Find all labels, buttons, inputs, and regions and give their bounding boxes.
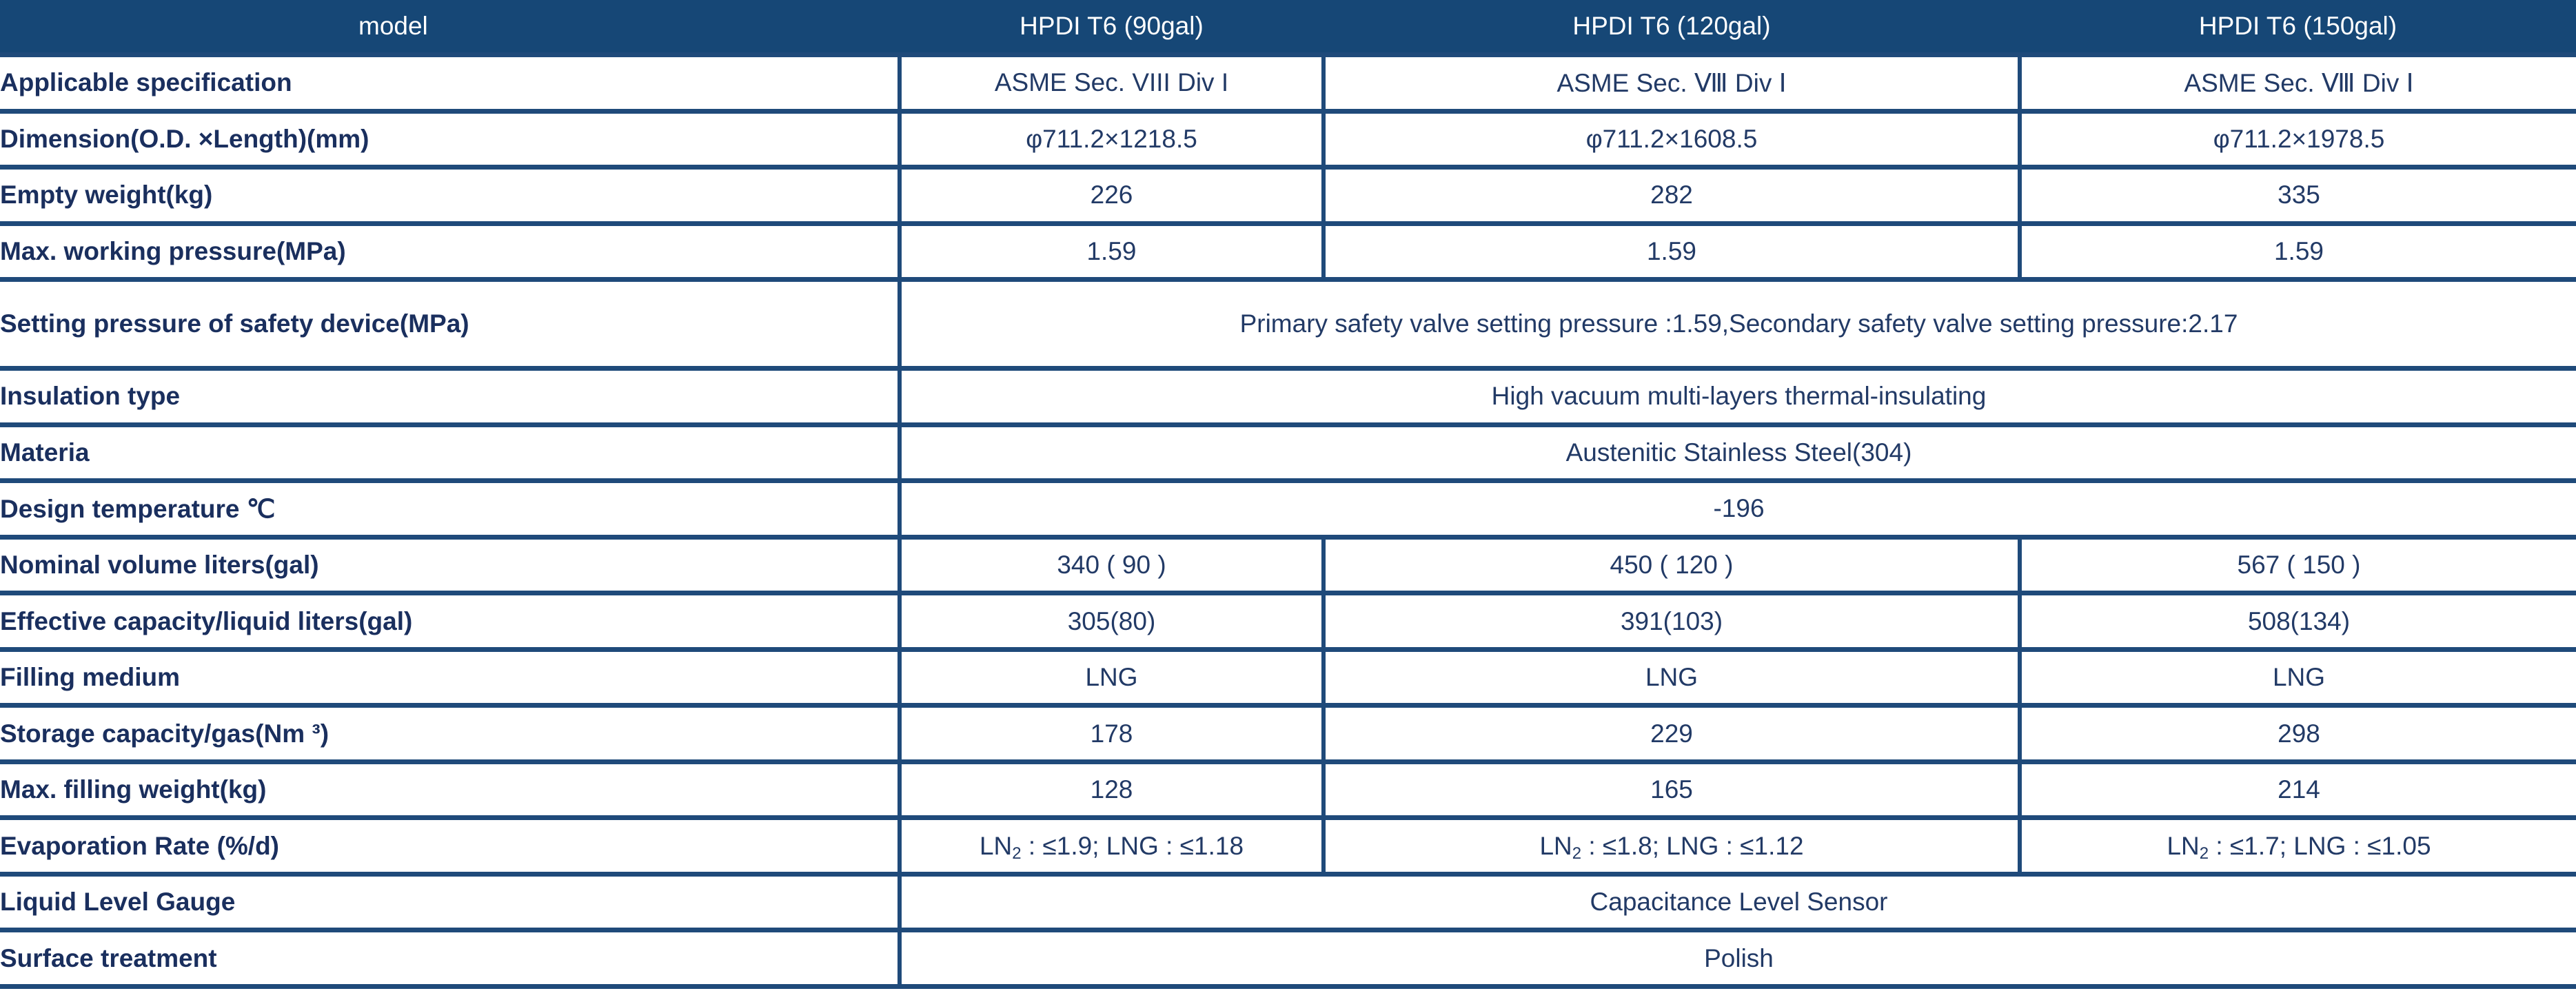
cell-120gal: 229 (1324, 706, 2020, 762)
evap-subscript: 2 (1012, 843, 1022, 863)
cell-90gal: 1.59 (900, 223, 1324, 280)
cell-120gal: 450 ( 120 ) (1324, 537, 2020, 593)
cell-150gal: 335 (2020, 167, 2576, 224)
table-row (0, 537, 2576, 593)
cell-150gal: φ711.2×1978.5 (2020, 111, 2576, 167)
table-row (0, 649, 2576, 706)
table-row (0, 369, 2576, 425)
header-col-120gal: HPDI T6 (120gal) (1324, 0, 2020, 55)
cell-120gal: LNG (1324, 649, 2020, 706)
cell-90gal: 226 (900, 167, 1324, 224)
cell-120gal: 391(103) (1324, 593, 2020, 650)
row-label: Evaporation Rate (%/d) (0, 818, 900, 875)
table-row (0, 223, 2576, 280)
cell-150gal: 567 ( 150 ) (2020, 537, 2576, 593)
row-label: Liquid Level Gauge (0, 874, 900, 930)
evap-rest: : ≤1.7; LNG : ≤1.05 (2209, 831, 2431, 860)
evap-rest: : ≤1.8; LNG : ≤1.12 (1581, 831, 1804, 860)
evap-prefix: LN (1539, 831, 1572, 860)
row-label: Materia (0, 425, 900, 481)
cell-150gal: 1.59 (2020, 223, 2576, 280)
evap-prefix: LN (2167, 831, 2200, 860)
cell-90gal: ASME Sec. VIII Div I (900, 55, 1324, 112)
cell-90gal: φ711.2×1218.5 (900, 111, 1324, 167)
evap-subscript: 2 (1572, 843, 1582, 863)
cell-90gal: 128 (900, 761, 1324, 818)
evap-subscript: 2 (2199, 843, 2209, 863)
cell-90gal (900, 818, 1324, 875)
table-row (0, 280, 2576, 369)
row-label: Effective capacity/liquid liters(gal) (0, 593, 900, 650)
table-row (0, 818, 2576, 875)
row-label: Max. filling weight(kg) (0, 761, 900, 818)
header-col-150gal: HPDI T6 (150gal) (2020, 0, 2576, 55)
table-row (0, 706, 2576, 762)
cell-150gal (2020, 818, 2576, 875)
row-label: Max. working pressure(MPa) (0, 223, 900, 280)
merged-cell: Polish (900, 930, 2576, 987)
header-row (0, 0, 2576, 55)
row-label: Storage capacity/gas(Nm ³) (0, 706, 900, 762)
row-label: Dimension(O.D. ×Length)(mm) (0, 111, 900, 167)
table-row (0, 593, 2576, 650)
row-label: Setting pressure of safety device(MPa) (0, 280, 900, 369)
table-row (0, 761, 2576, 818)
evap-rest: : ≤1.9; LNG : ≤1.18 (1021, 831, 1244, 860)
cell-150gal: 298 (2020, 706, 2576, 762)
row-label: Empty weight(kg) (0, 167, 900, 224)
row-label: Filling medium (0, 649, 900, 706)
table-row (0, 111, 2576, 167)
row-label: Nominal volume liters(gal) (0, 537, 900, 593)
cell-90gal: 305(80) (900, 593, 1324, 650)
table-row (0, 481, 2576, 538)
cell-120gal: φ711.2×1608.5 (1324, 111, 2020, 167)
merged-cell: Capacitance Level Sensor (900, 874, 2576, 930)
cell-90gal: 178 (900, 706, 1324, 762)
header-model: model (0, 0, 900, 55)
cell-90gal: 340 ( 90 ) (900, 537, 1324, 593)
header-col-90gal: HPDI T6 (90gal) (900, 0, 1324, 55)
merged-cell: High vacuum multi-layers thermal-insulating (900, 369, 2576, 425)
cell-150gal: ASME Sec. Ⅷ Div Ⅰ (2020, 55, 2576, 112)
cell-120gal: ASME Sec. Ⅷ Div Ⅰ (1324, 55, 2020, 112)
cell-150gal: 508(134) (2020, 593, 2576, 650)
merged-cell: Austenitic Stainless Steel(304) (900, 425, 2576, 481)
evap-prefix: LN (979, 831, 1013, 860)
row-label: Design temperature ℃ (0, 481, 900, 538)
cell-120gal: 282 (1324, 167, 2020, 224)
cell-150gal: 214 (2020, 761, 2576, 818)
table-row (0, 930, 2576, 987)
cell-150gal: LNG (2020, 649, 2576, 706)
row-label: Applicable specification (0, 55, 900, 112)
table-row (0, 425, 2576, 481)
cell-120gal: 1.59 (1324, 223, 2020, 280)
table-row (0, 55, 2576, 112)
row-label: Surface treatment (0, 930, 900, 987)
cell-90gal: LNG (900, 649, 1324, 706)
merged-cell: -196 (900, 481, 2576, 538)
table-row (0, 874, 2576, 930)
table-row (0, 167, 2576, 224)
cell-120gal (1324, 818, 2020, 875)
row-label: Insulation type (0, 369, 900, 425)
cell-120gal: 165 (1324, 761, 2020, 818)
merged-cell: Primary safety valve setting pressure :1.59,Secondary safety valve setting pressure:2.17 (900, 280, 2576, 369)
